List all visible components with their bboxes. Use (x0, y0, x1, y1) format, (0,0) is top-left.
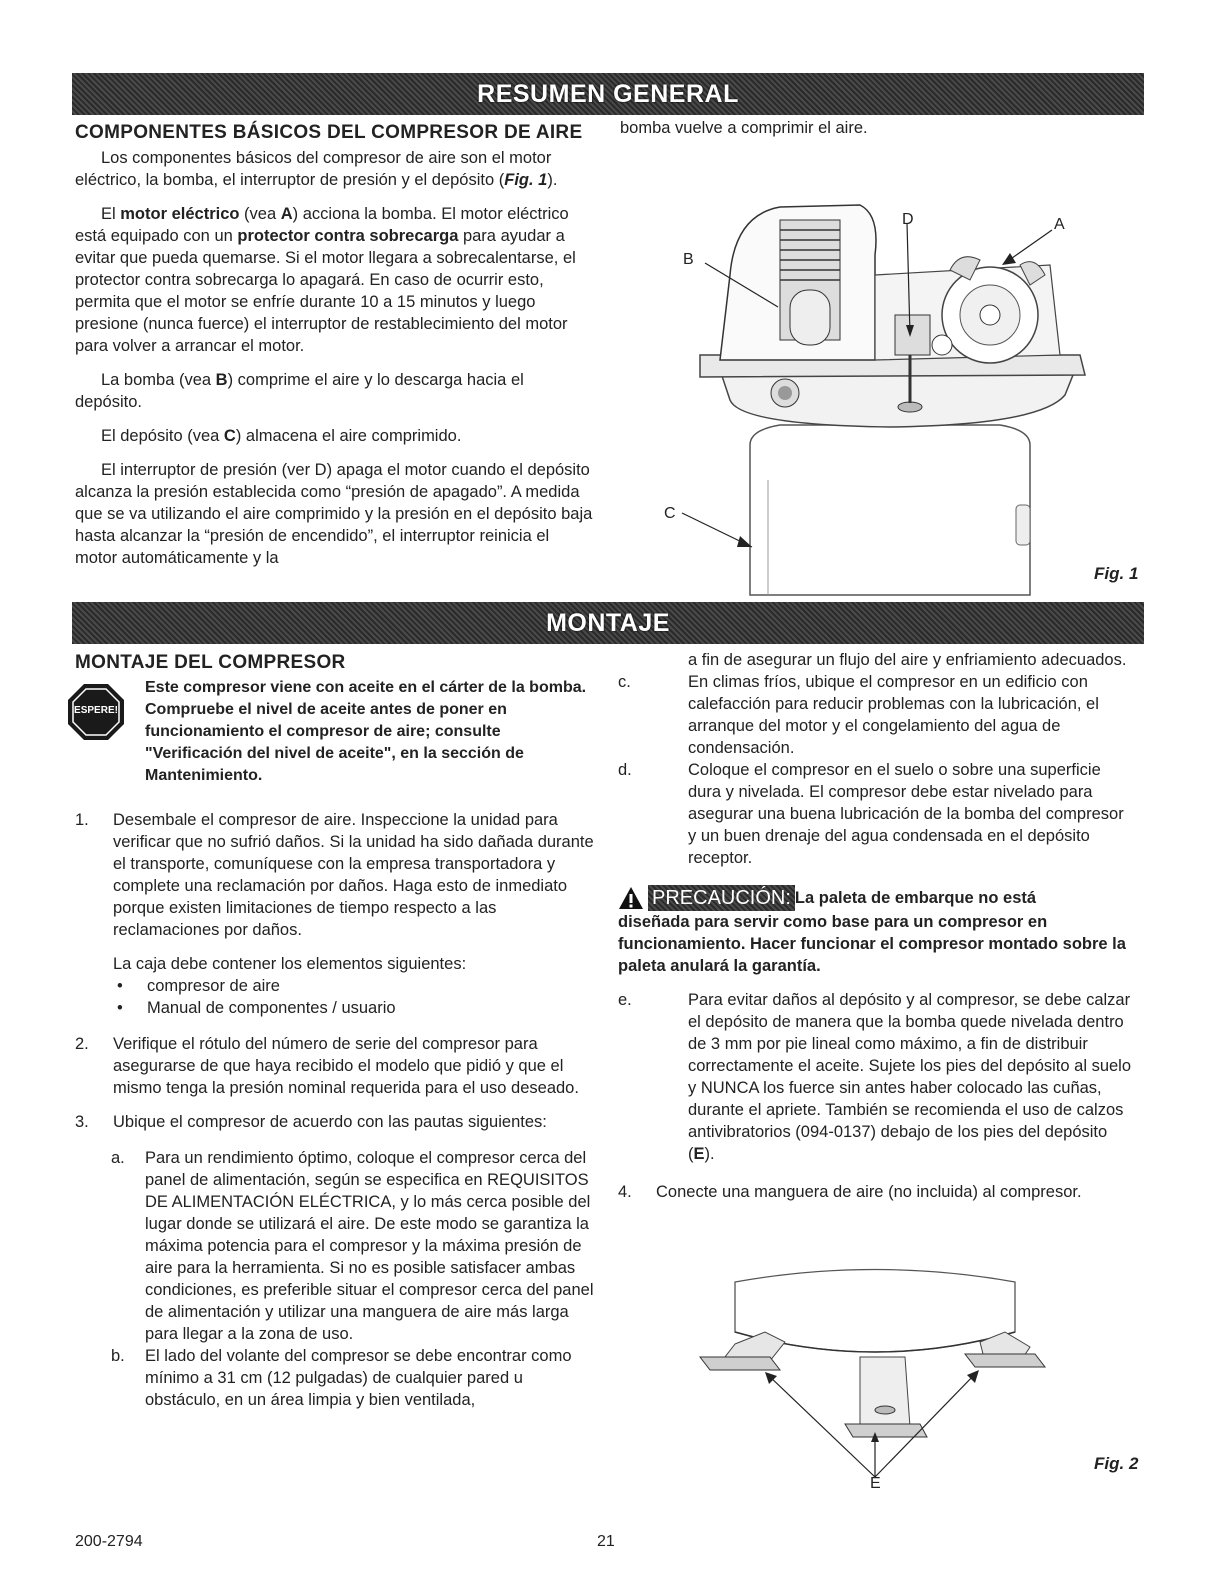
tank-feet-figure-2 (695, 1262, 1055, 1487)
box-contents-intro: La caja debe contener los elementos siguientes: (113, 955, 467, 973)
paragraph-pressure-switch: El interruptor de presión (ver D) apaga el motor cuando el depósito alcanza la presión establecida como “presión de apagado”. A medida que se va utilizando el aire comprimido y la presión en el depósito baja hasta alcanzar la “presión de encendido”, el interruptor reinicia el motor automáticamente y la (75, 461, 593, 567)
figure-1-caption: Fig. 1 (1094, 564, 1139, 583)
bullet-item: • compresor de aire (117, 977, 280, 995)
caution-text: diseñada para servir como base para un compresor en funcionamiento. Hacer funcionar el compresor montado sobre la paleta anulará la garantía. (618, 913, 1126, 975)
right-column-resumen (620, 117, 1140, 151)
list-item-3: 3. Ubique el compresor de acuerdo con las pautas siguientes: (75, 1113, 547, 1131)
stop-notice-text: Este compresor viene con aceite en el cárter de la bomba. Compruebe el nivel de aceite antes de poner en funcionamiento el compresor de aire; consulte "Verificación del nivel de aceite", en la sección de Mantenimiento. (145, 679, 587, 784)
sub-item-b-continued: a fin de asegurar un flujo del aire y enfriamiento adecuados. (688, 651, 1127, 669)
banner-title: RESUMEN GENERAL (477, 80, 739, 108)
bullet-item: • Manual de componentes / usuario (117, 999, 396, 1017)
figure-reference: Fig. 1 (504, 171, 548, 189)
right-column-montaje (618, 649, 1134, 1215)
caution-notice: PRECAUCIÓN: La paleta de embarque no está diseñada para servir como base para un compresor en funcionamiento. Hacer funcionar el compresor montado sobre la paleta anulará la garantía. (618, 885, 1134, 977)
callout-d: D (902, 211, 914, 228)
left-column-montaje (75, 651, 599, 1411)
stop-sign-text: ESPERE! (74, 705, 118, 716)
callout-a: A (1054, 216, 1065, 233)
sub-item-a: a. Para un rendimiento óptimo, coloque el compresor cerca del panel de alimentación, según se especifica en REQUISITOS DE ALIMENTACIÓN ELÉCTRICA, y lo más cerca posible del lugar donde se utilizará el aire. De este modo se garantiza la máxima potencia para el compresor y la máxima presión de aire para la herramienta. Si no es posible satisfacer ambas condiciones, es preferible situar el compresor cerca del panel de alimentación y utilizar una manguera de aire más larga para llegar a la zona de uso. (111, 1149, 594, 1343)
callout-b: B (683, 251, 694, 268)
list-item-4: 4. Conecte una manguera de aire (no incluida) al compresor. (618, 1183, 1082, 1201)
paragraph-continued: bomba vuelve a comprimir el aire. (620, 119, 868, 137)
figure-2-caption: Fig. 2 (1094, 1454, 1139, 1473)
left-column-resumen (75, 121, 595, 581)
sub-item-e: e. Para evitar daños al depósito y al compresor, se debe calzar el depósito de manera que la bomba quede nivelada dentro de 3 mm por pie lineal como máximo, a fin de distribuir correctamente el aceite. Sujete los pies del depósito al suelo y NUNCA los fuerce sin antes haber colocado las cuñas, durante el apriete. También se recomienda el uso de calzos antivibratorios (094-0137) debajo de los pies del depósito (E). (618, 991, 1132, 1163)
list-item-1: 1. Desembale el compresor de aire. Inspeccione la unidad para verificar que no sufrió daños. Si la unidad ha sido dañada durante el transporte, comuníquese con la empresa transportadora y complete una reclamación por daños. Haga esto de inmediato porque existen limitaciones de tiempo respecto a las reclamaciones por daños. (75, 811, 594, 939)
paragraph-pump: La bomba (vea B) comprime el aire y lo descarga hacia el depósito. (75, 371, 524, 411)
section-heading: COMPONENTES BÁSICOS DEL COMPRESOR DE AIRE (75, 122, 583, 143)
page-number: 21 (597, 1533, 615, 1550)
sub-item-d: d. Coloque el compresor en el suelo o sobre una superficie dura y nivelada. El compresor debe estar nivelado para asegurar una buena lubricación de la bomba del compresor y un buen drenaje del agua condensada en el depósito receptor. (618, 761, 1124, 867)
paragraph-tank: El depósito (vea C) almacena el aire comprimido. (101, 427, 462, 445)
section-banner-resumen (72, 73, 1144, 115)
caution-label: PRECAUCIÓN: (648, 885, 795, 911)
section-banner-montaje (72, 602, 1144, 644)
stop-notice (75, 677, 599, 787)
warning-triangle-icon (618, 886, 644, 910)
paragraph-motor: El motor eléctrico (vea A) acciona la bomba. El motor eléctrico está equipado con un protector contra sobrecarga para ayudar a evitar que pueda quemarse. Si el motor llegara a sobrecalentarse, el protector contra sobrecarga lo apagará. En caso de ocurrir esto, permita que el motor se enfríe durante 10 a 15 minutos y luego presione (nunca fuerce) el interruptor de restablecimiento del motor para volver a arrancar el motor. (75, 205, 576, 355)
section-heading: MONTAJE DEL COMPRESOR (75, 652, 346, 673)
callout-c: C (664, 505, 676, 522)
paragraph-intro: Los componentes básicos del compresor de aire son el motor eléctrico, la bomba, el interruptor de presión y el depósito (Fig. 1). (75, 149, 558, 189)
callout-e: E (870, 1475, 881, 1492)
compressor-figure-1 (660, 195, 1150, 600)
sub-item-c: c. En climas fríos, ubique el compresor en un edificio con calefacción para reducir problemas con la lubricación, el arranque del motor y el congelamiento del agua de condensación. (618, 673, 1099, 757)
sub-item-b: b. El lado del volante del compresor se debe encontrar como mínimo a 31 cm (12 pulgadas) de cualquier pared u obstáculo, en un área limpia y bien ventilada, (111, 1347, 572, 1409)
list-item-2: 2. Verifique el rótulo del número de serie del compresor para asegurarse de que haya recibido el modelo que pidió y que el mismo tenga la presión nominal requerida para el uso deseado. (75, 1035, 579, 1097)
banner-title: MONTAJE (546, 609, 670, 637)
document-number: 200-2794 (75, 1533, 143, 1550)
